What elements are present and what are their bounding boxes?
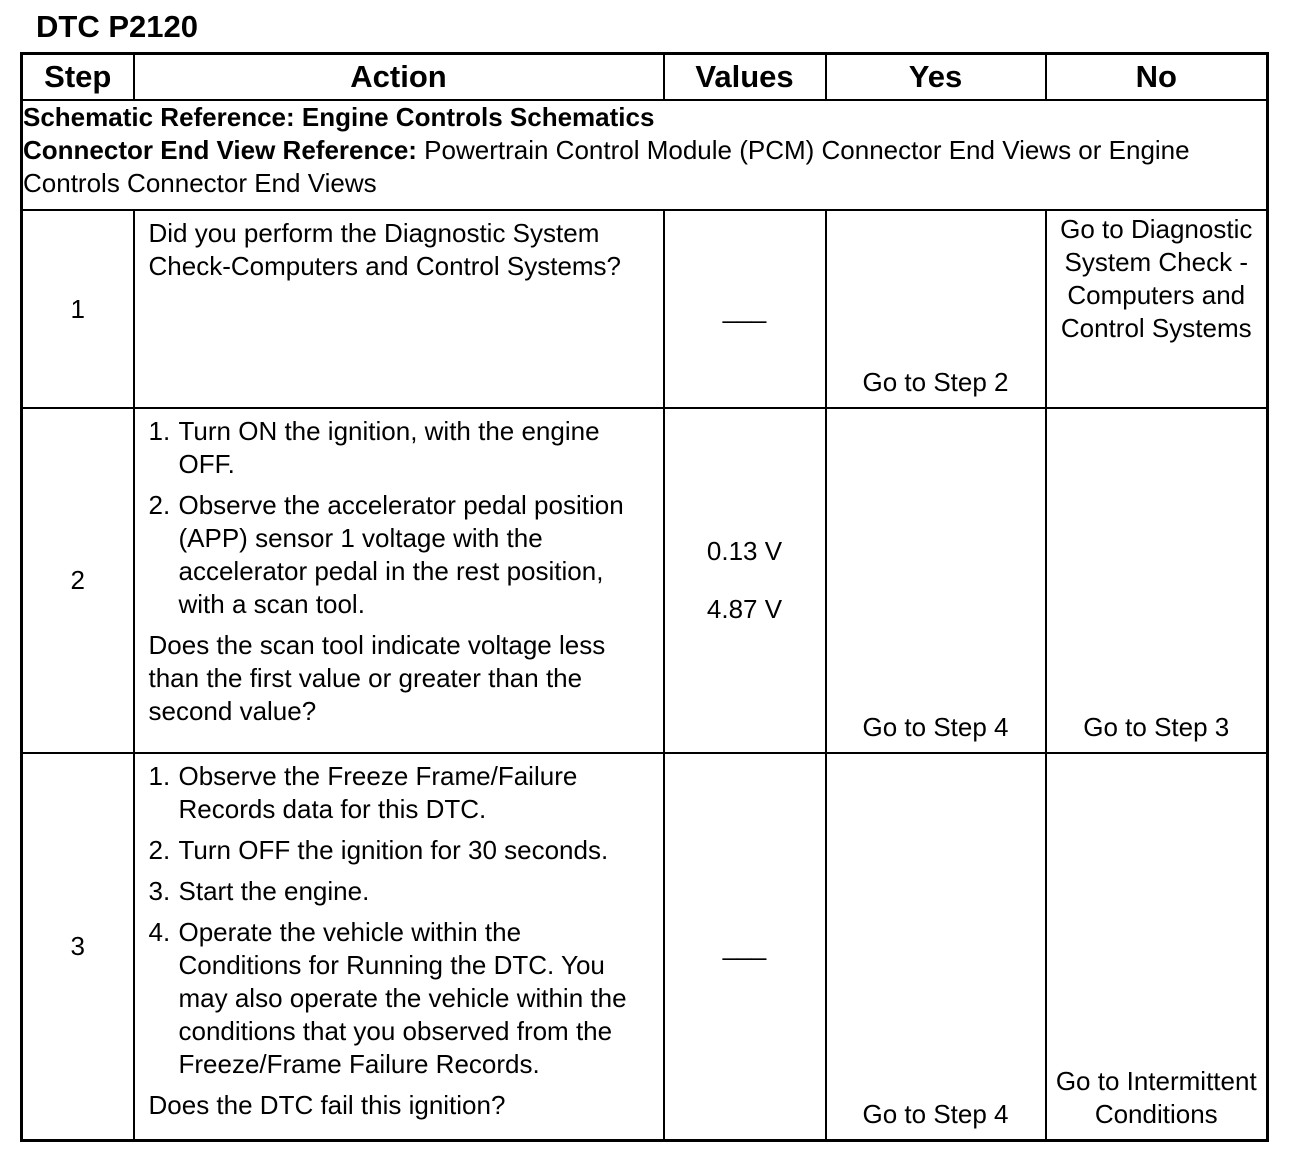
column-header-step: Step — [22, 54, 134, 101]
step-values: ___ — [664, 753, 826, 1141]
step-number: 2 — [22, 408, 134, 753]
step-action — [134, 408, 664, 753]
action-list — [149, 760, 651, 1081]
step-action — [134, 753, 664, 1141]
no-result: Go to Step 3 — [1046, 408, 1268, 753]
step-values — [664, 408, 826, 753]
yes-result: Go to Step 2 — [826, 210, 1046, 408]
connector-reference-text: Powertrain Control Module (PCM) Connector End Views or Engine Controls Connector End Views — [23, 135, 1190, 198]
step-question: Does the DTC fail this ignition? — [148, 1090, 506, 1120]
list-item: 2. Observe the accelerator pedal position (APP) sensor 1 voltage with the accelerator pedal in the rest position, with a scan tool. — [148, 490, 624, 619]
column-header-values: Values — [664, 54, 826, 101]
list-item: 4. Operate the vehicle within the Conditions for Running the DTC. You may also operate the vehicle within the conditions that you observed from the Freeze/Frame Failure Records. — [148, 917, 627, 1079]
dtc-table — [20, 52, 1269, 1142]
step-action: Did you perform the Diagnostic System Check-Computers and Control Systems? — [134, 210, 664, 408]
list-item: 1. Observe the Freeze Frame/Failure Records data for this DTC. — [148, 761, 578, 824]
column-header-action: Action — [134, 54, 664, 101]
no-result: Go to Diagnostic System Check - Computers and Control Systems — [1046, 210, 1268, 408]
list-item: 1. Turn ON the ignition, with the engine OFF. — [148, 416, 600, 479]
reference-cell — [22, 100, 1268, 210]
action-list — [149, 415, 651, 621]
step-number: 1 — [22, 210, 134, 408]
table-row — [22, 408, 1268, 753]
header-row — [22, 54, 1268, 101]
step-values: ___ — [664, 210, 826, 408]
schematic-reference: Schematic Reference: Engine Controls Schematics — [23, 102, 655, 132]
table-row — [22, 753, 1268, 1141]
yes-result: Go to Step 4 — [826, 753, 1046, 1141]
step-question: Does the scan tool indicate voltage less than the first value or greater than the second value? — [148, 630, 606, 726]
column-header-yes: Yes — [826, 54, 1046, 101]
list-item: 2. Turn OFF the ignition for 30 seconds. — [148, 835, 609, 865]
page-title: DTC P2120 — [36, 9, 198, 44]
column-header-no: No — [1046, 54, 1268, 101]
value-min: 0.13 V — [706, 536, 783, 566]
step-number: 3 — [22, 753, 134, 1141]
list-item: 3. Start the engine. — [148, 876, 370, 906]
yes-result: Go to Step 4 — [826, 408, 1046, 753]
reference-row — [22, 100, 1268, 210]
value-max: 4.87 V — [706, 594, 783, 624]
no-result: Go to Intermittent Conditions — [1046, 753, 1268, 1141]
connector-reference-label: Connector End View Reference: — [23, 135, 417, 165]
table-row — [22, 210, 1268, 408]
